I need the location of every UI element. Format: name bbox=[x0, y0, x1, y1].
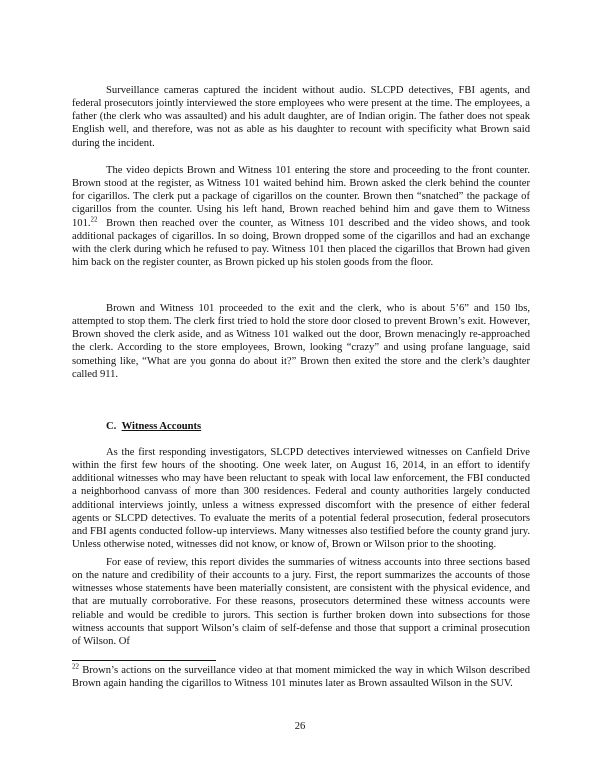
section-heading bbox=[106, 420, 201, 433]
paragraph-investigators bbox=[72, 446, 530, 551]
paragraph-exit bbox=[72, 302, 530, 381]
paragraph-video bbox=[72, 164, 530, 269]
paragraph-text: As the first responding investigators, SLCPD detectives interviewed witnesses on Canfield Drive within the first few hours of the shooting. One week later, on August 16, 2014, in an effort to identify additional witnesses who may have been reluctant to speak with local law enforcement, the FBI conducted a neighborhood canvass of more than 300 residences. Federal and county authorities largely conducted additional interviews jointly, unless a witness expressed discomfort with the presence of either federal agents or SLCPD detectives. To evaluate the merits of a potential federal prosecution, federal prosecutors and FBI agents conducted follow-up interviews. Many witnesses also testified before the county grand jury. Unless otherwise noted, witnesses did not know, or know of, Brown or Wilson prior to the shooting. bbox=[72, 447, 530, 551]
footnote bbox=[72, 664, 530, 690]
paragraph-review bbox=[72, 556, 530, 648]
paragraph-text: The video depicts Brown and Witness 101 entering the store and proceeding to the front counter. Brown stood at the register, as Witness 101 waited behind him. Brown asked the clerk behind the counter for cigarillos. The clerk put a package of cigarillos on the counter. Brown then “snatched” the package of cigarillos from the counter. Using his left hand, Brown reached behind him and gave them to Witness 101. bbox=[72, 165, 530, 229]
footnote-divider bbox=[72, 660, 216, 661]
footnote-reference[interactable]: 22 bbox=[90, 215, 98, 224]
footnote-number: 22 bbox=[72, 662, 79, 671]
paragraph-text: Surveillance cameras captured the incident without audio. SLCPD detectives, FBI agents, and federal prosecutors jointly interviewed the store employees who were present at the time. The employees, a father (the clerk who was assaulted) and his adult daughter, are of Indian origin. The father does not speak English well, and therefore, was not as able as his daughter to recount with specificity what Brown said during the incident. bbox=[72, 85, 530, 149]
paragraph-text: For ease of review, this report divides the summaries of witness accounts into three sections based on the nature and credibility of their accounts to a jury. First, the report summarizes the accounts of those witnesses whose statements have been materially consistent, are consistent with the physical evidence, and that are mutually corroborative. For these reasons, prosecutors determined these witness accounts were reliable and would be credible to jurors. This section is further broken down into subsections for those witness accounts that support Wilson’s claim of self-defense and those that support a criminal prosecution of Wilson. Of bbox=[72, 557, 530, 647]
paragraph-text: Brown then reached over the counter, as Witness 101 described and the video shows, and took additional packages of cigarillos. In so doing, Brown dropped some of the cigarillos and had an exchange with the clerk during which he refused to pay. Witness 101 then placed the cigarillos that Brown had given him back on the register counter, as Brown picked up his stolen goods from the floor. bbox=[72, 217, 531, 269]
page-number: 26 bbox=[294, 721, 306, 732]
paragraph-text: Brown and Witness 101 proceeded to the exit and the clerk, who is about 5’6” and 150 lbs, attempted to stop them. The clerk first tried to hold the store door closed to prevent Brown’s exit. However, Brown shoved the clerk aside, and as Witness 101 walked out the door, Brown menacingly re-approached the clerk. According to the store employees, Brown, looking “crazy” and using profane language, said something like, “What are you gonna do about it?” Brown then exited the store and the clerk’s daughter called 911. bbox=[72, 303, 530, 380]
paragraph-surveillance bbox=[72, 84, 530, 150]
heading-title: Witness Accounts bbox=[121, 421, 202, 432]
heading-letter: C. bbox=[106, 421, 117, 432]
footnote-text: Brown’s actions on the surveillance video at that moment mimicked the way in which Wilson described Brown again handing the cigarillos to Witness 101 minutes later as Brown assaulted Wilson in the SUV. bbox=[72, 665, 530, 690]
